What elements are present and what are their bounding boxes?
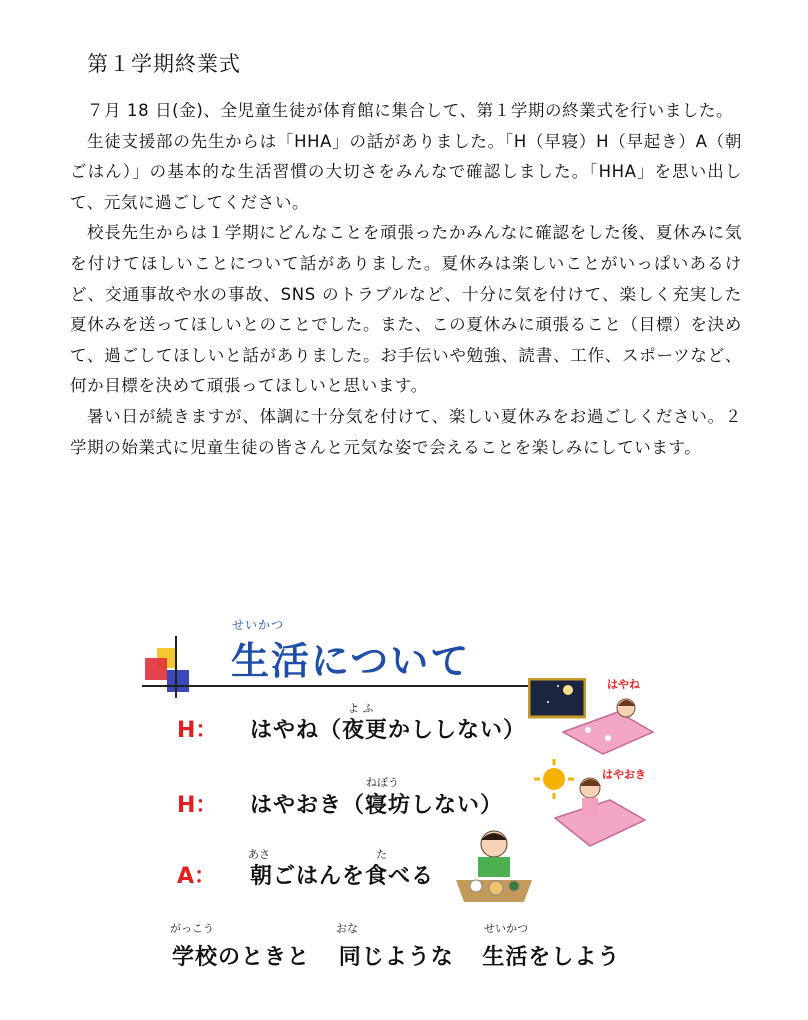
row-a-furigana-ta: た	[376, 848, 387, 861]
decor-square-blue	[167, 670, 189, 692]
slide-title-furigana: せいかつ	[232, 618, 285, 632]
row-a-furigana-asa: あさ	[248, 848, 270, 861]
waking-child-icon	[550, 770, 650, 850]
eating-child-icon	[450, 828, 538, 906]
bottom-slogan	[172, 940, 620, 971]
row-h2-text: はやおき（寝坊しない）	[250, 793, 504, 818]
paragraph-2: 生徒支援部の先生からは「HHA」の話がありました。「H（早寝）H（早起き）A（朝ごはん）」の基本的な生活習慣の大切さをみんなで確認しました。「HHA」を思い出して、元気に過ごしてください。	[70, 131, 743, 212]
page-title: 第１学期終業式	[87, 52, 241, 76]
decor-line-horizontal	[142, 685, 532, 687]
row-h1-letter: H：	[177, 718, 218, 743]
bottom-furigana-1: がっこう	[170, 922, 214, 935]
row-h1-furigana: よ ふ	[348, 702, 374, 715]
row-h1-text: はやね（夜更かししない）	[250, 718, 527, 743]
bottom-part-2: 同じような	[338, 945, 454, 970]
row-h2-furigana: ねぼう	[366, 776, 399, 789]
article-body	[70, 96, 742, 463]
bottom-furigana-2: おな	[336, 922, 358, 935]
decor-line-vertical	[175, 636, 177, 698]
slide-title: 生活について	[231, 639, 471, 683]
sleeping-child-icon	[558, 692, 658, 758]
bottom-part-3: 生活をしよう	[482, 945, 621, 970]
paragraph-1: ７月 18 日(金)、全児童生徒が体育館に集合して、第１学期の終業式を行いました。	[87, 101, 734, 120]
label-hayaoki: はやおき	[602, 768, 646, 781]
lifestyle-slide	[140, 610, 680, 1010]
decor-square-red	[145, 658, 167, 680]
row-a-letter: A：	[177, 864, 217, 889]
bottom-furigana-3: せいかつ	[484, 922, 528, 935]
row-h2-letter: H：	[177, 793, 218, 818]
paragraph-3: 校長先生からは１学期にどんなことを頑張ったかみんなに確認をした後、夏休みに気を付けてほしいことについて話がありました。夏休みは楽しいことがいっぱいあるけど、交通事故や水の事故、SNS のトラブルなど、十分に気を付けて、楽しく充実した夏休みを送ってほしいとのことでした。また、この夏休みに頑張ること（目標）を決めて、過ごしてほしいと話がありました。お手伝いや勉強、読書、工作、スポーツなど、何か目標を決めて頑張ってほしいと思います。	[70, 223, 742, 396]
row-a-text: 朝ごはんを食べる	[250, 864, 435, 889]
label-hayane: はやね	[607, 678, 640, 691]
bottom-part-1: 学校のときと	[172, 945, 311, 970]
paragraph-4: 暑い日が続きますが、体調に十分気を付けて、楽しい夏休みをお過ごしください。２学期の始業式に児童生徒の皆さんと元気な姿で会えることを楽しみにしています。	[70, 406, 742, 457]
